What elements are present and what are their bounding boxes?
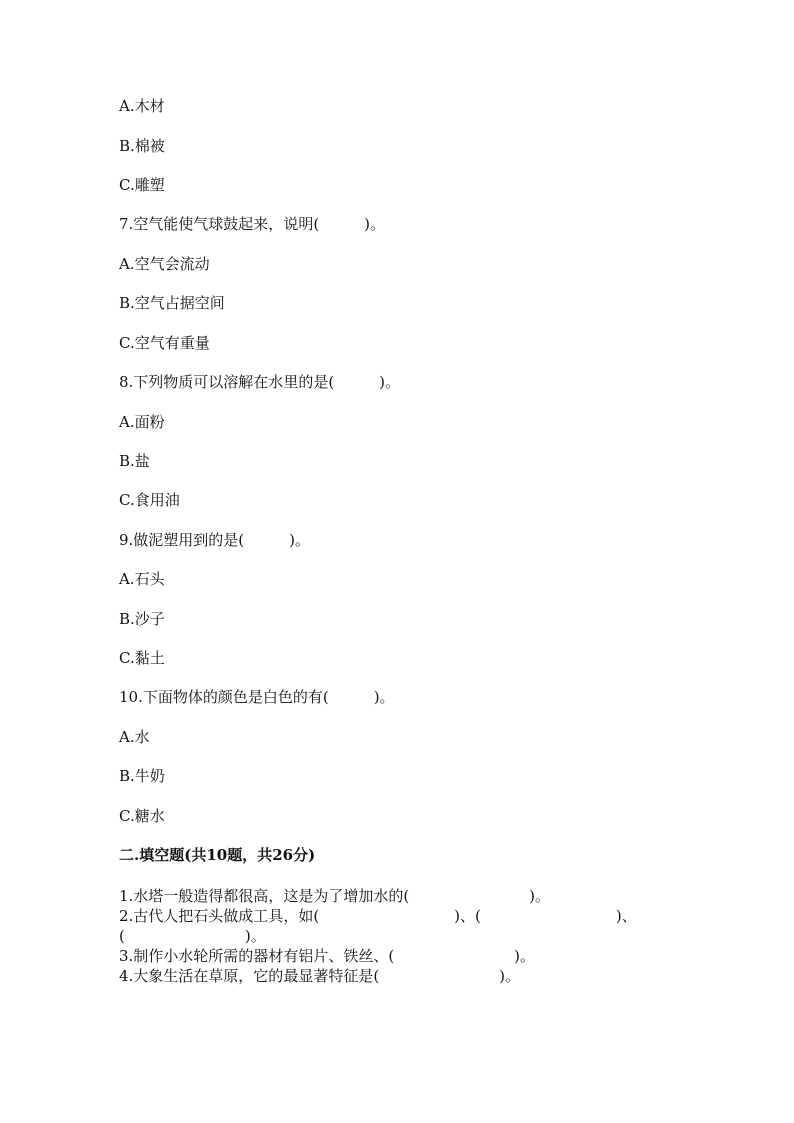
option-line: B.盐 — [119, 452, 150, 470]
section-heading: 二.填空题(共10题，共26分) — [119, 846, 316, 864]
fill-question-2-cont: ( )。 — [119, 927, 266, 945]
option-line: C.食用油 — [119, 491, 180, 509]
question-10: 10.下面物体的颜色是白色的有( )。 — [119, 688, 395, 706]
option-line: C.雕塑 — [119, 176, 165, 194]
option-line: A.水 — [119, 728, 150, 746]
question-7: 7.空气能使气球鼓起来，说明( )。 — [119, 215, 386, 233]
option-line: A.石头 — [119, 570, 165, 588]
option-line: C.糖水 — [119, 807, 165, 825]
option-line: B.棉被 — [119, 137, 165, 155]
option-line: C.空气有重量 — [119, 334, 210, 352]
option-line: B.空气占据空间 — [119, 294, 225, 312]
fill-question-1: 1.水塔一般造得都很高，这是为了增加水的( )。 — [119, 887, 551, 905]
option-line: C.黏土 — [119, 649, 165, 667]
option-line: A.木材 — [119, 97, 165, 115]
option-line: A.空气会流动 — [119, 255, 210, 273]
question-8: 8.下列物质可以溶解在水里的是( )。 — [119, 373, 401, 391]
option-line: B.沙子 — [119, 610, 165, 628]
option-line: B.牛奶 — [119, 767, 165, 785]
option-line: A.面粉 — [119, 413, 165, 431]
fill-question-4: 4.大象生活在草原，它的最显著特征是( )。 — [119, 967, 521, 985]
fill-question-2: 2.古代人把石头做成工具，如( )、( )、 — [119, 907, 637, 925]
question-9: 9.做泥塑用到的是( )。 — [119, 531, 311, 549]
fill-question-3: 3.制作小水轮所需的器材有铝片、铁丝、( )。 — [119, 947, 536, 965]
